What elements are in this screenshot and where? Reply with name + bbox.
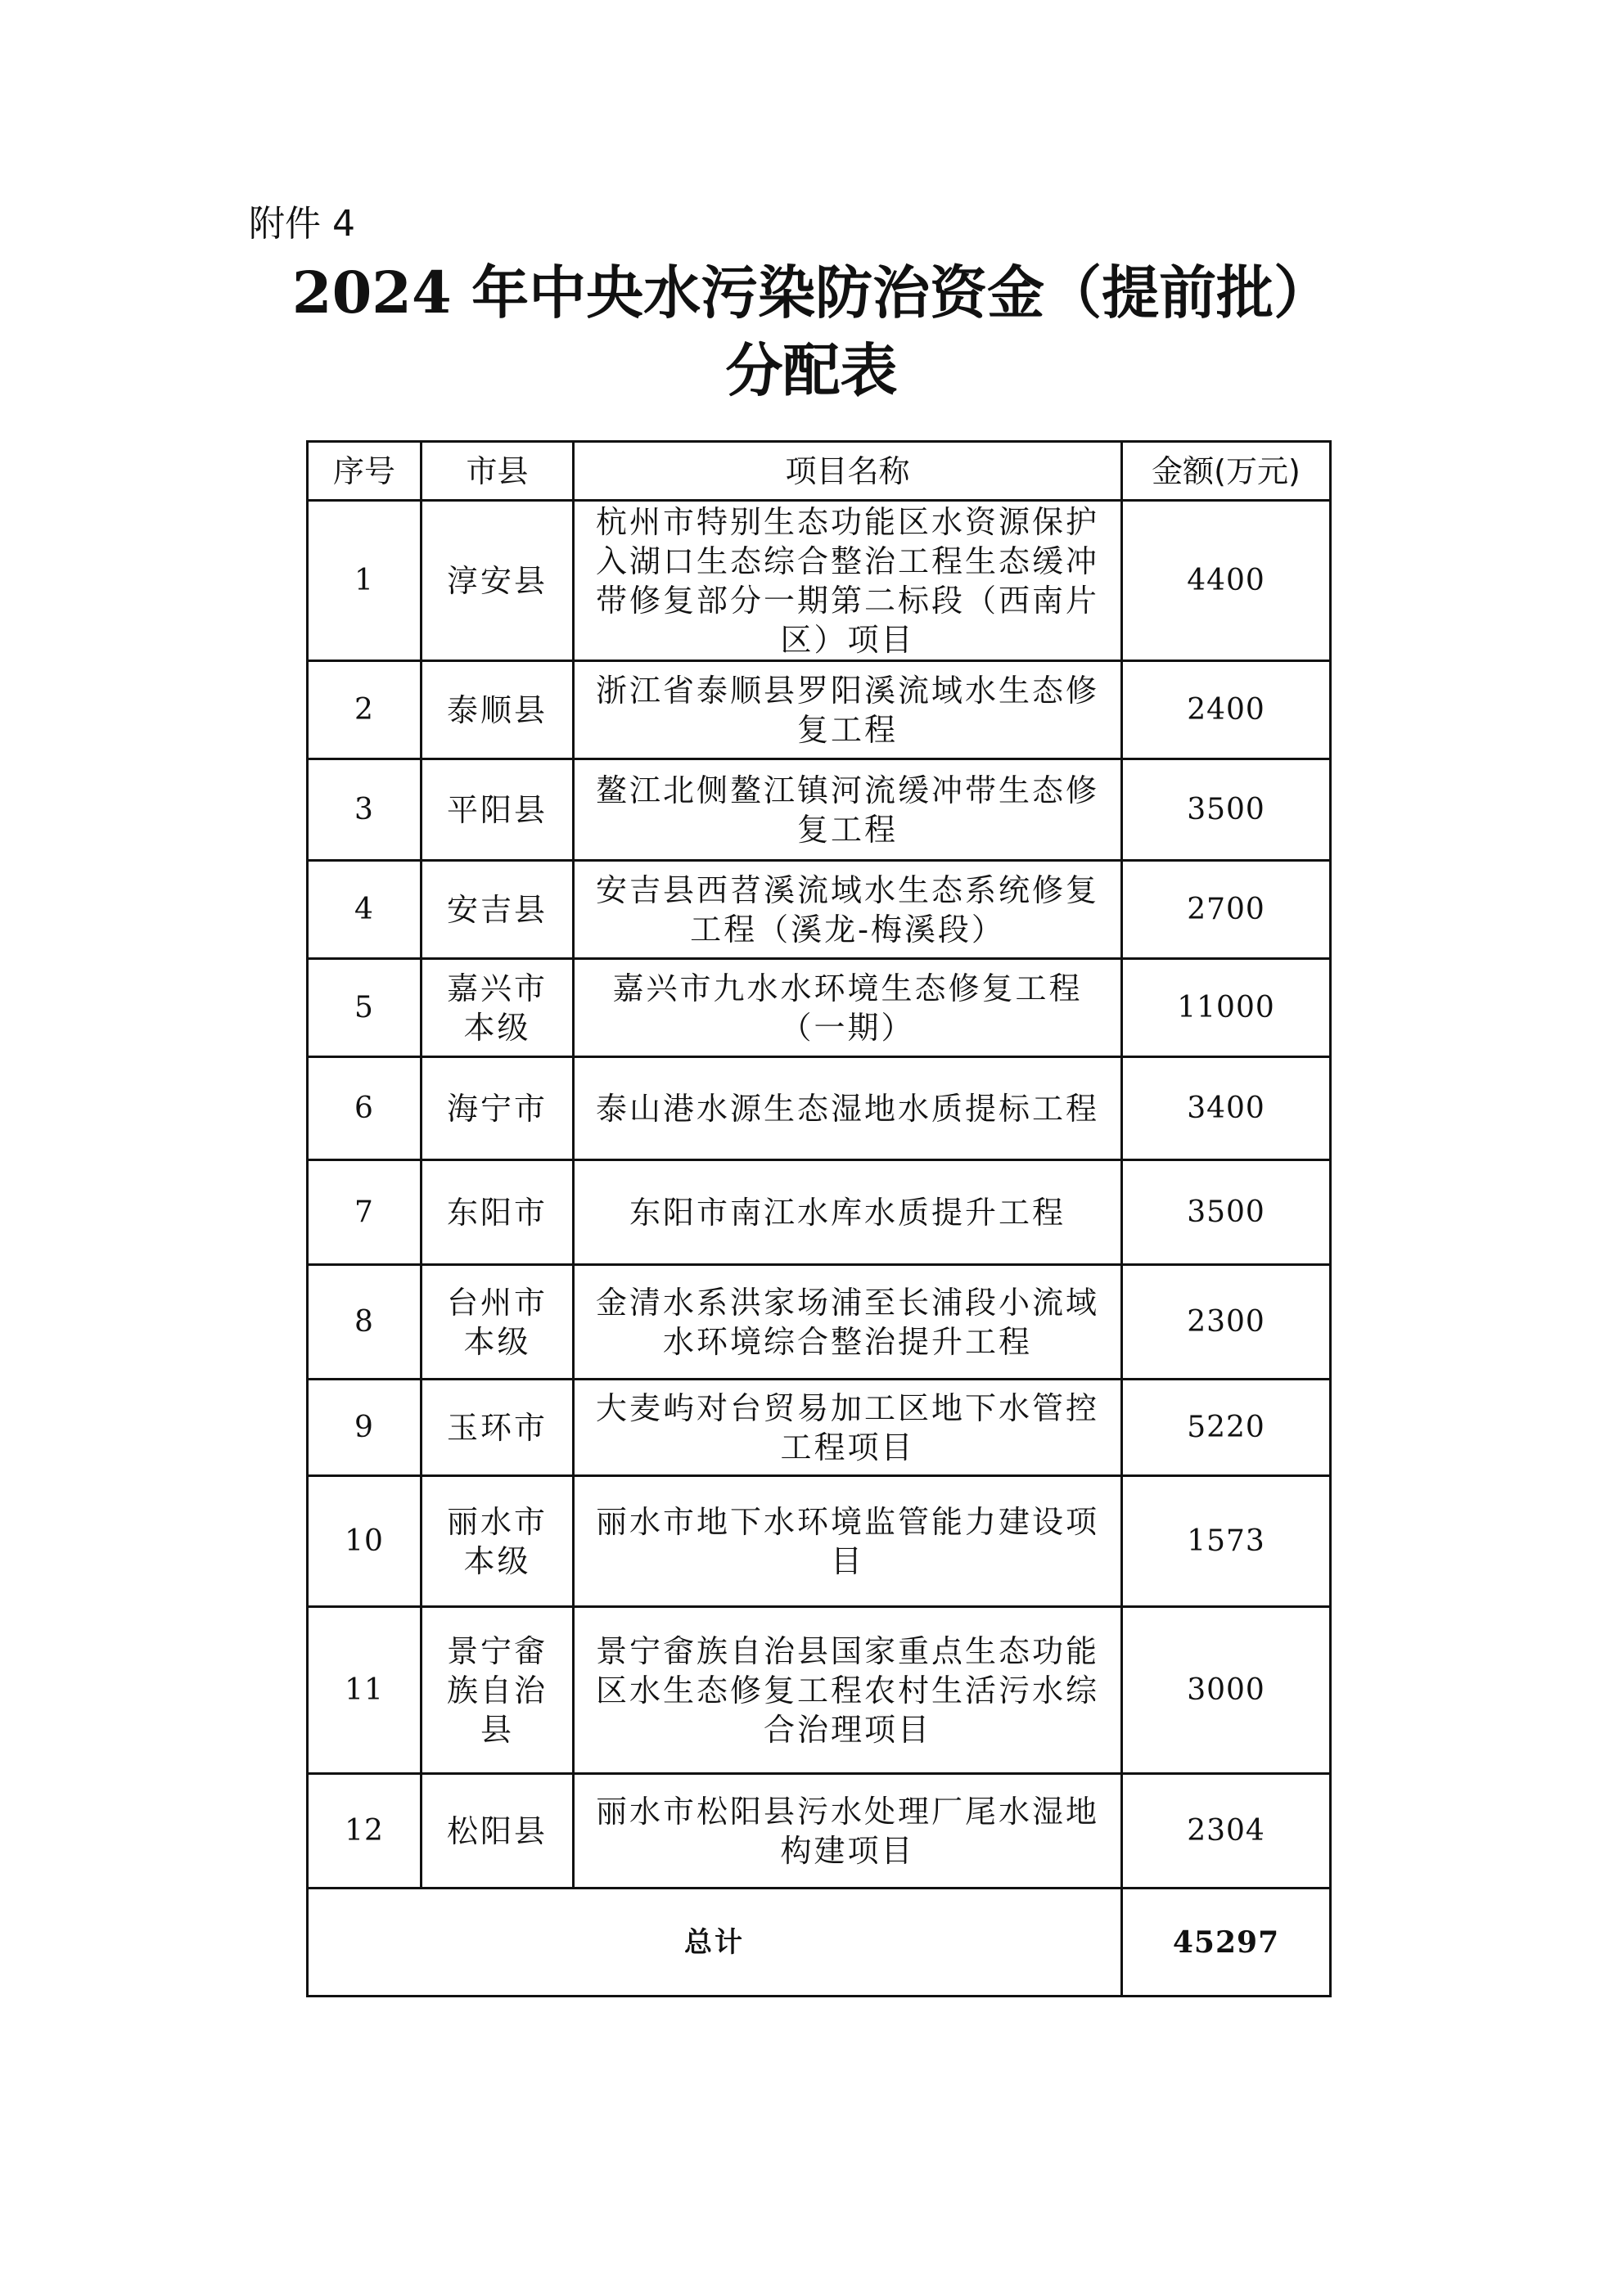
row-county: 台州市本级 — [422, 1265, 574, 1380]
table-row — [308, 959, 1331, 1057]
row-serial: 11 — [308, 1607, 422, 1774]
row-amount: 2400 — [1122, 661, 1331, 759]
row-project: 丽水市地下水环境监管能力建设项目 — [574, 1476, 1122, 1607]
row-county: 玉环市 — [422, 1380, 574, 1476]
row-project: 丽水市松阳县污水处理厂尾水湿地构建项目 — [574, 1774, 1122, 1889]
table-row — [308, 1607, 1331, 1774]
row-serial: 10 — [308, 1476, 422, 1607]
row-project: 景宁畲族自治县国家重点生态功能区水生态修复工程农村生活污水综合治理项目 — [574, 1607, 1122, 1774]
row-project: 嘉兴市九水水环境生态修复工程（一期） — [574, 959, 1122, 1057]
total-label: 总计 — [308, 1889, 1122, 1997]
table-row — [308, 861, 1331, 959]
row-county: 东阳市 — [422, 1160, 574, 1265]
header-amount: 金额(万元) — [1122, 442, 1331, 501]
row-county: 平阳县 — [422, 759, 574, 861]
document-subtitle: 分配表 — [725, 336, 898, 404]
row-amount: 2304 — [1122, 1774, 1331, 1889]
table-row — [308, 1057, 1331, 1160]
row-county: 景宁畲族自治县 — [422, 1607, 574, 1774]
row-serial: 6 — [308, 1057, 422, 1160]
row-county: 嘉兴市本级 — [422, 959, 574, 1057]
row-serial: 5 — [308, 959, 422, 1057]
row-serial: 4 — [308, 861, 422, 959]
row-project: 金清水系洪家场浦至长浦段小流域水环境综合整治提升工程 — [574, 1265, 1122, 1380]
row-project: 东阳市南江水库水质提升工程 — [574, 1160, 1122, 1265]
header-serial: 序号 — [308, 442, 422, 501]
row-amount: 11000 — [1122, 959, 1331, 1057]
row-project: 杭州市特别生态功能区水资源保护入湖口生态综合整治工程生态缓冲带修复部分一期第二标段（西南片区）项目 — [574, 501, 1122, 661]
row-amount: 2700 — [1122, 861, 1331, 959]
row-project: 泰山港水源生态湿地水质提标工程 — [574, 1057, 1122, 1160]
table-header-row — [308, 442, 1331, 501]
row-amount: 5220 — [1122, 1380, 1331, 1476]
row-project: 安吉县西苕溪流域水生态系统修复工程（溪龙-梅溪段） — [574, 861, 1122, 959]
allocation-table — [306, 440, 1332, 1997]
row-county: 泰顺县 — [422, 661, 574, 759]
row-serial: 8 — [308, 1265, 422, 1380]
row-amount: 3500 — [1122, 759, 1331, 861]
attachment-label: 附件 4 — [249, 203, 355, 245]
table-row — [308, 1160, 1331, 1265]
row-county: 淳安县 — [422, 501, 574, 661]
row-serial: 9 — [308, 1380, 422, 1476]
table-row — [308, 501, 1331, 661]
row-serial: 3 — [308, 759, 422, 861]
row-county: 松阳县 — [422, 1774, 574, 1889]
row-county: 海宁市 — [422, 1057, 574, 1160]
table-row — [308, 661, 1331, 759]
table-row — [308, 759, 1331, 861]
table-row — [308, 1265, 1331, 1380]
row-county: 安吉县 — [422, 861, 574, 959]
row-amount: 3000 — [1122, 1607, 1331, 1774]
row-serial: 1 — [308, 501, 422, 661]
row-project: 浙江省泰顺县罗阳溪流域水生态修复工程 — [574, 661, 1122, 759]
header-project: 项目名称 — [574, 442, 1122, 501]
row-amount: 2300 — [1122, 1265, 1331, 1380]
row-amount: 3400 — [1122, 1057, 1331, 1160]
row-amount: 1573 — [1122, 1476, 1331, 1607]
total-amount: 45297 — [1122, 1889, 1331, 1997]
row-amount: 3500 — [1122, 1160, 1331, 1265]
row-serial: 2 — [308, 661, 422, 759]
table-row — [308, 1476, 1331, 1607]
row-project: 鳌江北侧鳌江镇河流缓冲带生态修复工程 — [574, 759, 1122, 861]
row-serial: 7 — [308, 1160, 422, 1265]
row-project: 大麦屿对台贸易加工区地下水管控工程项目 — [574, 1380, 1122, 1476]
row-county: 丽水市本级 — [422, 1476, 574, 1607]
table-row — [308, 1380, 1331, 1476]
row-serial: 12 — [308, 1774, 422, 1889]
total-row — [308, 1889, 1331, 1997]
header-county: 市县 — [422, 442, 574, 501]
row-amount: 4400 — [1122, 501, 1331, 661]
table-row — [308, 1774, 1331, 1889]
document-title: 2024 年中央水污染防治资金（提前批） — [291, 259, 1332, 326]
